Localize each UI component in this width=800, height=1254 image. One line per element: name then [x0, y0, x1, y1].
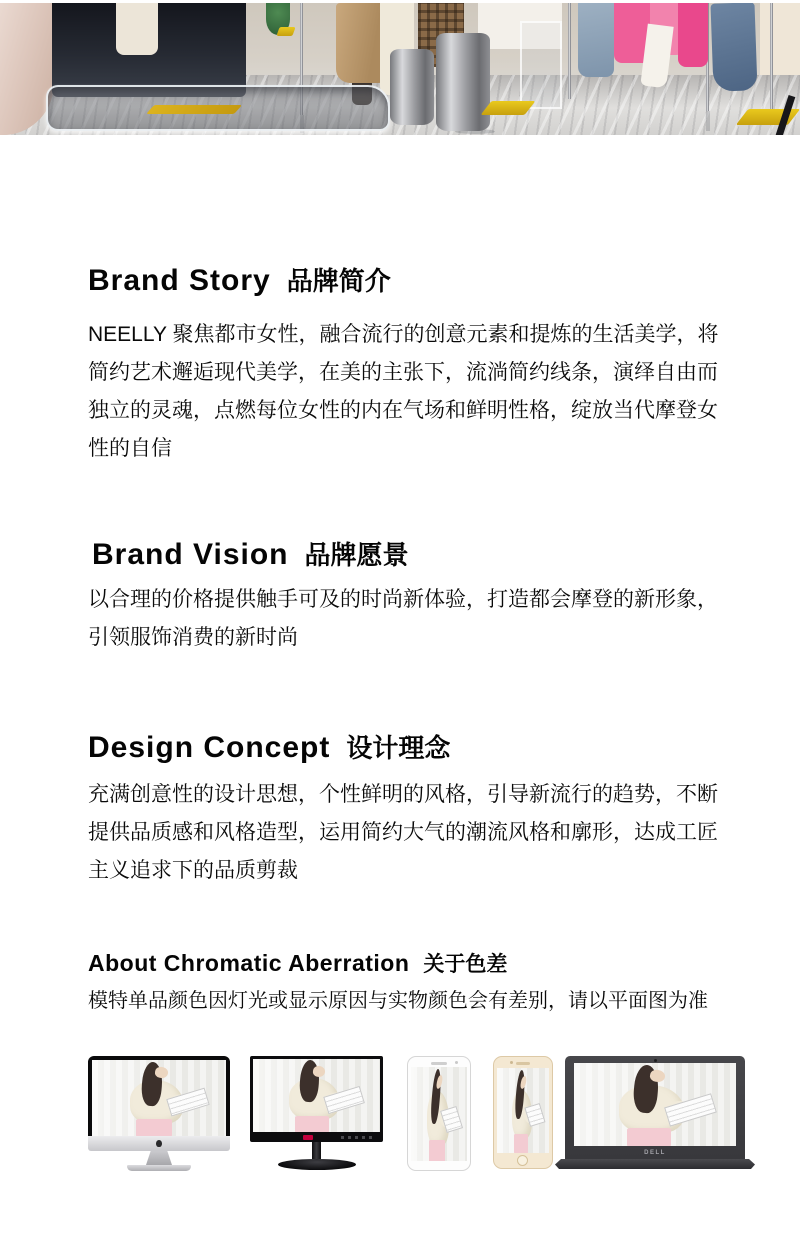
hanging-garment-shape: [760, 3, 800, 75]
imac-screen: [88, 1056, 230, 1136]
phone-camera-dot: [455, 1061, 458, 1064]
model-photo: [253, 1059, 380, 1132]
chromatic-aberration-heading-en: About Chromatic Aberration: [88, 950, 410, 976]
device-preview-row: [0, 1056, 800, 1171]
hanging-garment-shape: [116, 3, 158, 55]
brand-story-paragraph: NEELLY 聚焦都市女性，融合流行的创意元素和提炼的生活美学，将简约艺术邂逅现代美学，在美的主张下，流淌简约线条，演绎自由而独立的灵魂，点燃每位女性的内在气场和鲜明性格，绽放当代摩登女性的自信: [88, 323, 719, 460]
brand-vision-heading: [92, 535, 409, 572]
design-concept-heading: [88, 728, 450, 765]
model-skirt-shape: [514, 1134, 528, 1153]
dell-laptop-mockup: [565, 1056, 745, 1169]
lg-monitor-mockup: [250, 1056, 383, 1170]
lg-monitor-screen: [250, 1056, 383, 1142]
model-skirt-shape: [429, 1140, 444, 1161]
brand-story-heading-en: Brand Story: [88, 264, 271, 297]
yellow-marker-shape: [276, 27, 295, 36]
metal-cylinder-shape: [390, 49, 434, 125]
phone-speaker: [431, 1062, 447, 1065]
monitor-buttons: [341, 1136, 375, 1139]
design-concept-paragraph: 充满创意性的设计思想，个性鲜明的风格，引导新流行的趋势，不断提供品质感和风格造型，运用简约大气的潮流风格和廓形，达成工匠主义追求下的品质剪裁: [88, 783, 718, 882]
phone-speaker: [516, 1062, 530, 1065]
imac-base: [127, 1165, 191, 1171]
phone-camera-dot: [510, 1061, 513, 1064]
webcam-dot: [654, 1059, 657, 1062]
brand-story-heading: [88, 261, 391, 298]
apple-logo-icon: [156, 1140, 162, 1147]
model-skirt-shape: [627, 1128, 671, 1146]
laptop-base: [555, 1159, 755, 1169]
model-photo: [411, 1067, 467, 1161]
chromatic-aberration-heading-zh: 关于色差: [423, 953, 508, 976]
imac-stand: [146, 1151, 172, 1165]
imac-mockup: [88, 1056, 230, 1171]
model-face-shape: [520, 1075, 527, 1088]
model-skirt-shape: [295, 1116, 329, 1132]
denim-jeans-shape: [710, 3, 757, 92]
gold-smartphone-mockup: [493, 1056, 553, 1169]
rack-pole-shape: [770, 3, 773, 121]
model-face-shape: [312, 1064, 326, 1077]
white-smartphone-mockup: [407, 1056, 471, 1171]
brand-vision-heading-en: Brand Vision: [92, 538, 289, 571]
yellow-display-item-shape: [146, 105, 243, 114]
design-concept-heading-zh: 设计理念: [346, 733, 451, 763]
floor-reflection-shape: [706, 111, 710, 131]
model-skirt-shape: [136, 1119, 172, 1136]
chromatic-aberration-paragraph: 模特单品颜色因灯光或显示原因与实物颜色会有差别，请以平面图为准: [88, 990, 708, 1012]
brand-story-heading-zh: 品牌简介: [286, 266, 391, 296]
model-photo: [92, 1060, 226, 1136]
lg-logo-icon: [303, 1135, 313, 1140]
laptop-lid: [565, 1056, 745, 1159]
glass-counter-shape: [46, 85, 390, 131]
pink-garment-shape: [678, 3, 708, 67]
home-button: [517, 1155, 528, 1166]
dell-logo: DELL: [644, 1150, 666, 1156]
lg-monitor-base: [278, 1159, 356, 1170]
model-photo: [497, 1068, 549, 1153]
design-concept-heading-en: Design Concept: [88, 731, 331, 764]
chromatic-aberration-heading: [88, 948, 507, 978]
metal-cylinder-shape: [436, 33, 490, 131]
denim-garment-shape: [578, 3, 614, 77]
brand-vision-paragraph: 以合理的价格提供触手可及的时尚新体验，打造都会摩登的新形象，引领服饰消费的新时尚: [88, 588, 718, 649]
imac-chin: [88, 1136, 230, 1151]
brand-vision-heading-zh: 品牌愿景: [304, 540, 409, 570]
rack-pole-shape: [568, 3, 571, 99]
model-photo: [574, 1063, 736, 1146]
lg-monitor-stem: [312, 1142, 321, 1159]
store-interior-photo: [0, 3, 800, 135]
glass-stand-shape: [520, 21, 562, 109]
